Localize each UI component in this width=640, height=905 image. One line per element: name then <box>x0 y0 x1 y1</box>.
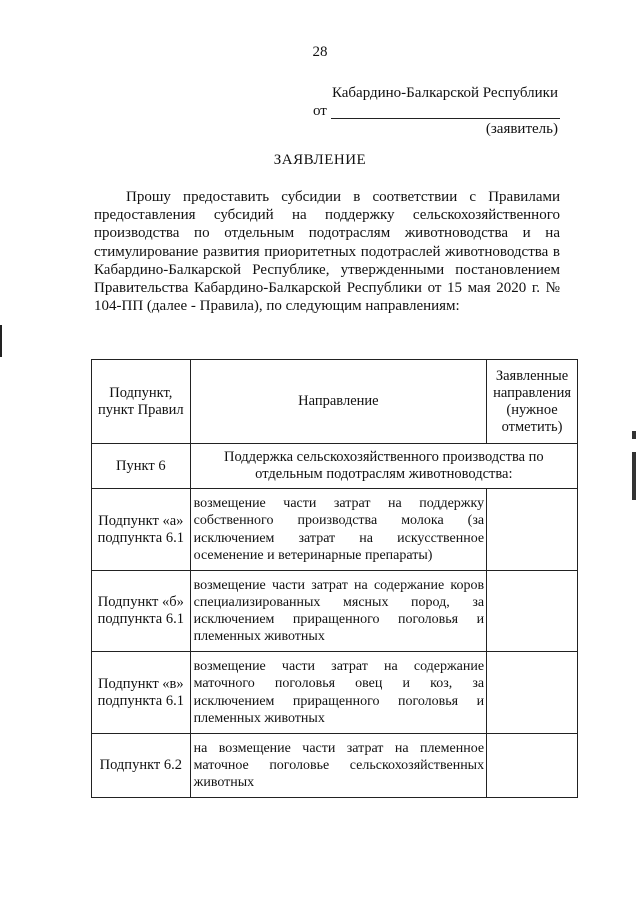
row-mark-cell[interactable] <box>487 571 578 652</box>
table-row <box>92 652 578 734</box>
row-mark-cell[interactable] <box>487 734 578 798</box>
section-row <box>92 444 578 489</box>
row-direction: на возмещение части затрат на племенное маточное поголовье сельскохозяйственных животных <box>190 734 486 798</box>
republic-name: Кабардино-Балкарской Республики <box>331 85 558 101</box>
directions-table <box>91 359 578 798</box>
row-subpoint: Подпункт «а» подпункта 6.1 <box>92 489 191 571</box>
row-subpoint: Подпункт «в» подпункта 6.1 <box>92 652 191 734</box>
table-row <box>92 489 578 571</box>
applicant-label: (заявитель) <box>485 121 558 137</box>
table-row <box>92 571 578 652</box>
from-label: от <box>313 103 327 119</box>
scan-margin-mark <box>632 431 636 439</box>
row-direction: возмещение части затрат на содержание коров специализированных мясных пород, за исключением приращенного поголовья и племенных животных <box>190 571 486 652</box>
row-mark-cell[interactable] <box>487 489 578 571</box>
document-title: ЗАЯВЛЕНИЕ <box>273 152 367 168</box>
applicant-signature-line <box>331 118 560 119</box>
from-line <box>313 103 560 121</box>
header-direction: Направление <box>190 360 486 444</box>
row-subpoint: Подпункт 6.2 <box>92 734 191 798</box>
page-number: 28 <box>312 44 328 60</box>
row-subpoint: Подпункт «б» подпункта 6.1 <box>92 571 191 652</box>
body-paragraph: Прошу предоставить субсидии в соответствии с Правилами предоставления субсидий на поддержку сельскохозяйственного производства по отдельным подотраслям животноводства и на стимулирование развития приоритетных подотраслей животноводства в Кабардино-Балкарской Республике, утвержденными постановлением Правительства Кабардино-Балкарской Республики от 15 мая 2020 г. № 104-ПП (далее - Правила), по следующим направлениям: <box>94 189 560 315</box>
header-declared: Заявленные направления (нужное отметить) <box>487 360 578 444</box>
row-direction: возмещение части затрат на содержание маточного поголовья овец и коз, за исключением приращенного поголовья и племенных животных <box>190 652 486 734</box>
table-row <box>92 734 578 798</box>
table-header-row <box>92 360 578 444</box>
header-subpoint: Подпункт, пункт Правил <box>92 360 191 444</box>
scan-margin-mark <box>632 452 636 500</box>
scan-margin-mark <box>0 325 2 357</box>
row-mark-cell[interactable] <box>487 652 578 734</box>
section-subpoint: Пункт 6 <box>92 444 191 489</box>
section-direction: Поддержка сельскохозяйственного производства по отдельным подотраслям животноводства: <box>190 444 577 489</box>
row-direction: возмещение части затрат на поддержку собственного производства молока (за исключением затрат на искусственное осеменение и ветеринарные препараты) <box>190 489 486 571</box>
